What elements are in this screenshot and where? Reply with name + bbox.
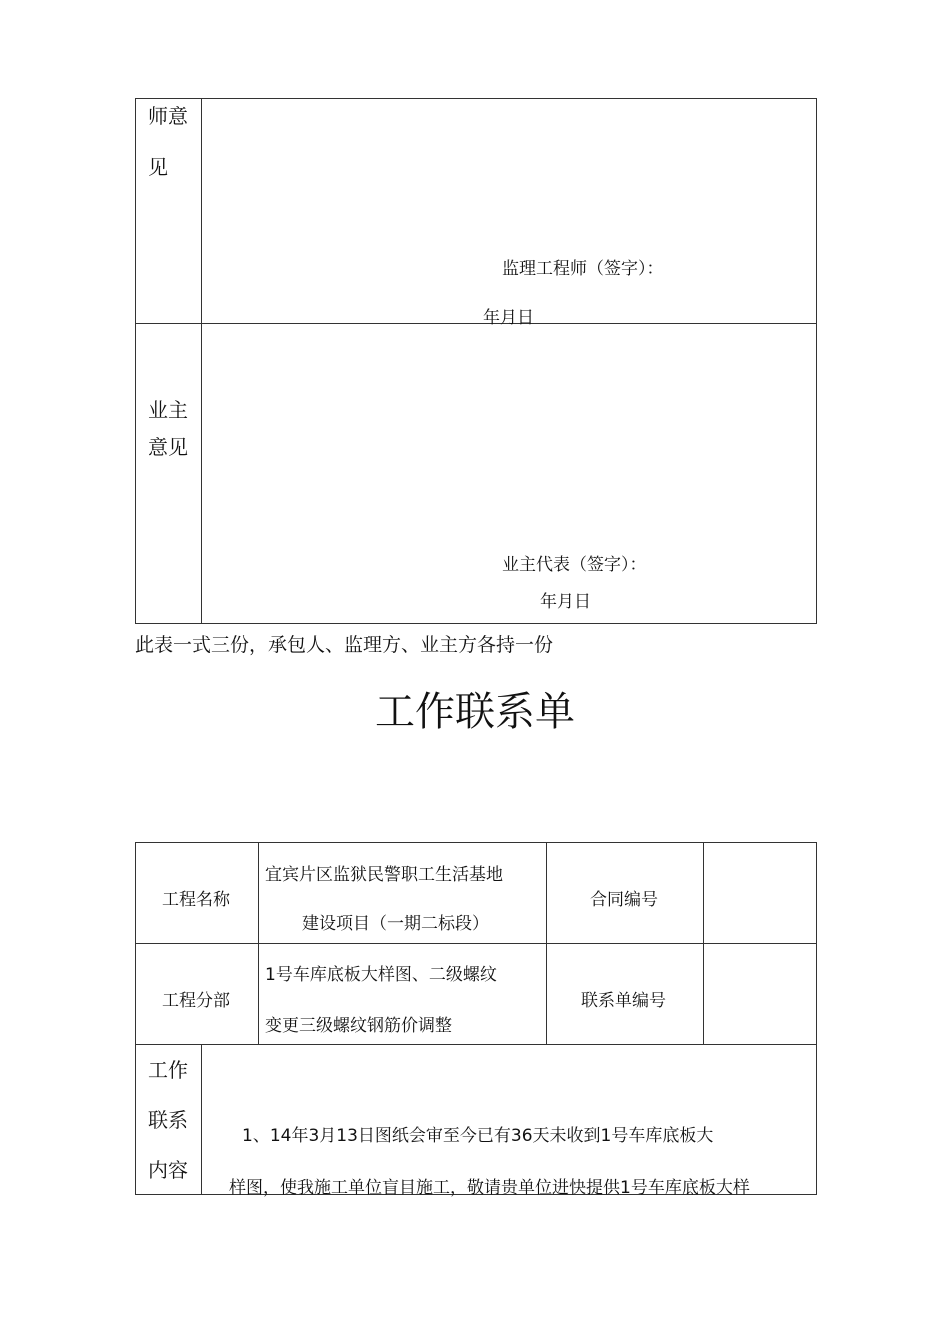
page-title: 工作联系单 (375, 689, 575, 735)
contract-no-label: 合同编号 (590, 890, 658, 910)
project-name-line-2: 建设项目（一期二标段） (302, 914, 489, 934)
owner-signature-label: 业主代表（签字）： (502, 555, 647, 575)
project-name-label: 工程名称 (162, 890, 230, 910)
contact-no-label: 联系单编号 (581, 991, 666, 1011)
project-name-line-1: 宜宾片区监狱民警职工生活基地 (265, 865, 503, 885)
content-line-1: 1、14年3月13日图纸会审至今已有36天未收到1号车库底板大 (242, 1126, 714, 1146)
owner-label-line-1: 业主 (148, 398, 188, 422)
content-line-2: 样图，使我施工单位盲目施工，敬请贵单位进快提供1号车库底板大样 (229, 1178, 750, 1198)
copies-note: 此表一式三份，承包人、监理方、业主方各持一份 (135, 634, 554, 656)
content-label-line-1: 工作 (148, 1058, 188, 1082)
supervisor-date-label: 年月日 (483, 308, 534, 328)
opinion-table-divider (201, 98, 202, 624)
contact-table-content-divider (201, 1044, 202, 1195)
content-label-line-2: 联系 (148, 1108, 188, 1132)
sub-project-line-1: 1号车库底板大样图、二级螺纹 (265, 965, 497, 985)
supervisor-label-line-2: 见 (148, 155, 168, 179)
opinion-table (135, 98, 817, 624)
contact-table-col-divider-2 (546, 842, 547, 1044)
supervisor-signature-label: 监理工程师（签字）： (502, 259, 664, 279)
sub-project-line-2: 变更三级螺纹钢筋价调整 (265, 1016, 452, 1036)
owner-label-line-2: 意见 (148, 435, 188, 459)
contact-table-row-divider-2 (135, 1044, 817, 1045)
owner-date-label: 年月日 (540, 592, 591, 612)
contact-table-col-divider-3 (703, 842, 704, 1044)
contact-table-col-divider-1 (258, 842, 259, 1044)
opinion-table-row-divider (135, 323, 817, 324)
content-label-line-3: 内容 (148, 1158, 188, 1182)
supervisor-label-line-1: 师意 (148, 104, 188, 128)
sub-project-label: 工程分部 (162, 991, 230, 1011)
contact-table-row-divider-1 (135, 943, 817, 944)
